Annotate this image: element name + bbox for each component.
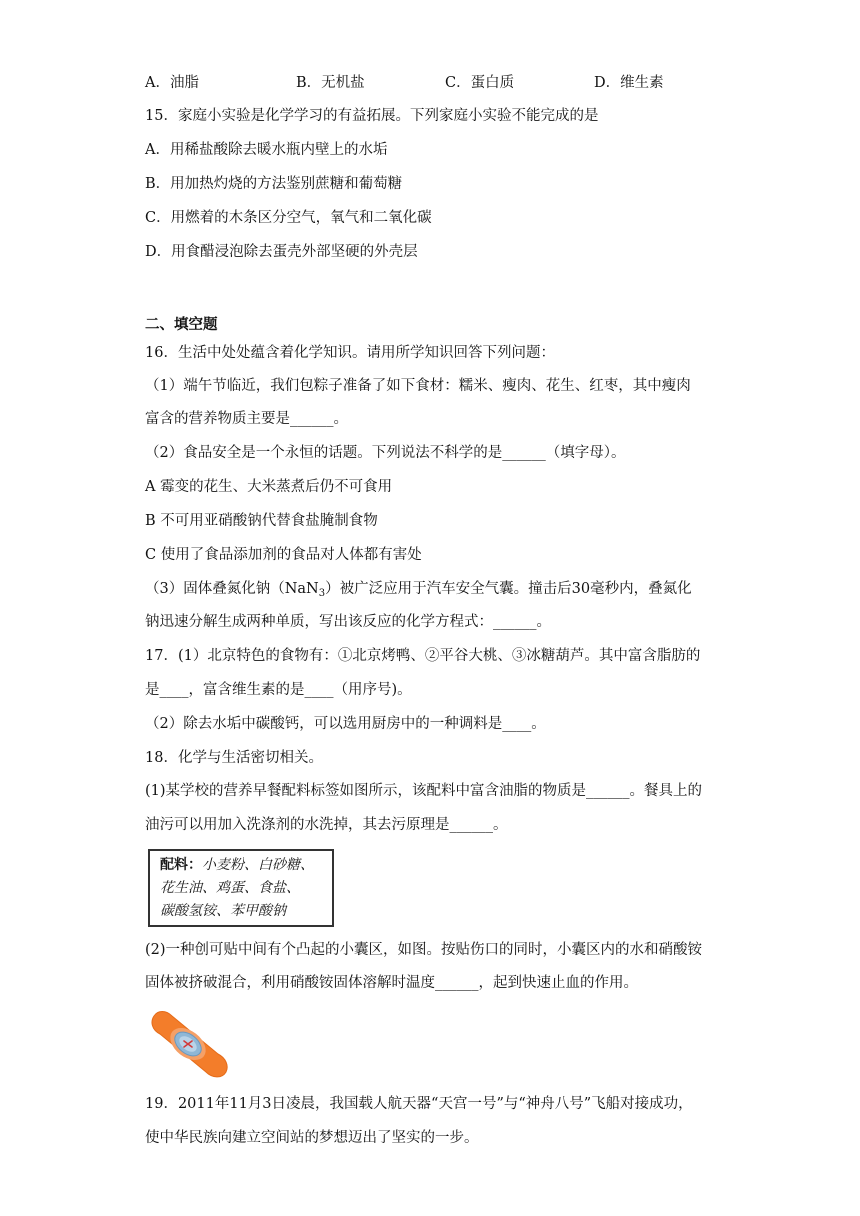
ingredient-label-head: 配料：	[160, 857, 202, 873]
q15-option-d: D．用食醋浸泡除去蛋壳外部坚硬的外壳层	[145, 244, 418, 260]
q16-part1-line1: （1）端午节临近，我们包粽子准备了如下食材：糯米、瘦肉、花生、红枣，其中瘦肉	[145, 378, 691, 394]
section-heading: 二、填空题	[145, 316, 218, 333]
q16-stem: 16．生活中处处蕴含着化学知识。请用所学知识回答下列问题：	[145, 345, 555, 361]
q16-option-c: C 使用了食品添加剂的食品对人体都有害处	[145, 547, 422, 563]
ingredient-label-image	[148, 849, 334, 927]
q16-part3-subscript: 3	[318, 588, 326, 599]
q16-part3-pre: （3）固体叠氮化钠（NaN	[145, 581, 319, 597]
q17-part2: （2）除去水垢中碳酸钙，可以选用厨房中的一种调料是____。	[145, 716, 546, 732]
q14-option-b: B．无机盐	[296, 75, 365, 91]
q16-part3-line1	[145, 579, 692, 604]
ingredient-label-line2: 花生油、鸡蛋、食盐、	[160, 880, 300, 896]
q18-part1-line1: (1)某学校的营养早餐配料标签如图所示，该配料中富含油脂的物质是______。餐具上的	[145, 783, 703, 799]
q16-option-b: B 不可用亚硝酸钠代替食盐腌制食物	[145, 513, 378, 529]
ingredient-label-items1: 小麦粉、白砂糖、	[202, 857, 314, 873]
q18-part2-line2: 固体被挤破混合，利用硝酸铵固体溶解时温度______，起到快速止血的作用。	[145, 975, 638, 991]
q14-option-c: C．蛋白质	[445, 75, 515, 91]
q18-stem: 18．化学与生活密切相关。	[145, 750, 323, 766]
q16-part2: （2）食品安全是一个永恒的话题。下列说法不科学的是______（填字母）。	[145, 445, 626, 461]
q15-option-b: B．用加热灼烧的方法鉴别蔗糖和葡萄糖	[145, 176, 403, 192]
q15-stem: 15．家庭小实验是化学学习的有益拓展。下列家庭小实验不能完成的是	[145, 108, 599, 124]
ingredient-label-line1	[160, 855, 314, 875]
q16-part1-line2: 富含的营养物质主要是______。	[145, 411, 348, 427]
q19-line2: 使中华民族向建立空间站的梦想迈出了坚实的一步。	[145, 1130, 479, 1146]
q18-part1-line2: 油污可以用加入洗涤剂的水洗掉，其去污原理是______。	[145, 817, 508, 833]
q17-line1: 17．(1）北京特色的食物有：①北京烤鸭、②平谷大桃、③冰糖葫芦。其中富含脂肪的	[145, 648, 701, 664]
q16-option-a: A 霉变的花生、大米蒸煮后仍不可食用	[145, 479, 393, 495]
q19-line1: 19．2011年11月3日凌晨，我国载人航天器“天宫一号”与“神舟八号”飞船对接成功，	[145, 1096, 693, 1112]
q14-option-a: A．油脂	[145, 75, 199, 91]
ingredient-label-line3: 碳酸氢铵、苯甲酸钠	[160, 903, 286, 919]
q16-part3-post: ）被广泛应用于汽车安全气囊。撞击后30毫秒内，叠氮化	[325, 581, 692, 597]
q14-option-d: D．维生素	[594, 75, 664, 91]
q17-line2: 是____，富含维生素的是____（用序号)。	[145, 682, 412, 698]
bandage-image	[148, 1006, 230, 1080]
q18-part2-line1: (2)一种创可贴中间有个凸起的小囊区，如图。按贴伤口的同时，小囊区内的水和硝酸铵	[145, 942, 703, 958]
q16-part3-line2: 钠迅速分解生成两种单质，写出该反应的化学方程式：______。	[145, 614, 551, 630]
q15-option-c: C．用燃着的木条区分空气，氧气和二氧化碳	[145, 210, 432, 226]
q15-option-a: A．用稀盐酸除去暖水瓶内壁上的水垢	[145, 142, 388, 158]
